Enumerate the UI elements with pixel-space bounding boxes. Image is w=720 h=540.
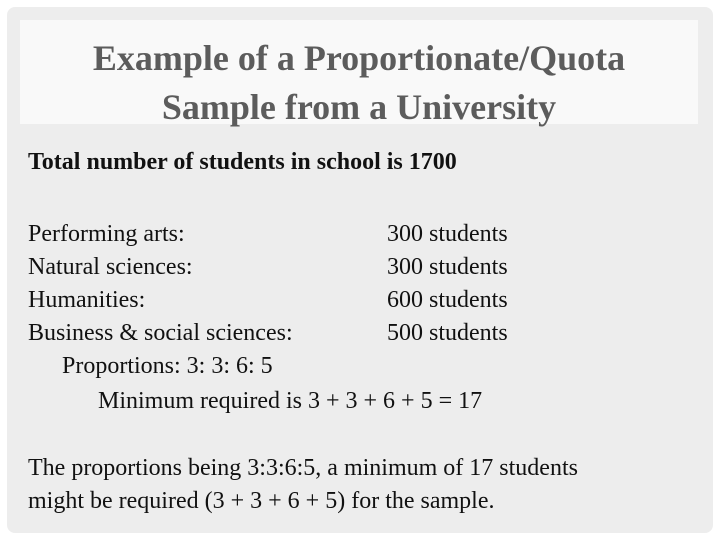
row-label-performing-arts: Performing arts: (28, 221, 185, 247)
conclusion-line-2: might be required (3 + 3 + 6 + 5) for the sample. (28, 488, 495, 514)
row-label-business: Business & social sciences: (28, 320, 293, 346)
total-students-text: Total number of students in school is 1700 (28, 149, 457, 175)
title-line-1: Example of a Proportionate/Quota (92, 38, 626, 78)
row-label-humanities: Humanities: (28, 287, 146, 313)
slide-title (20, 34, 698, 132)
row-value-business: 500 students (387, 320, 508, 346)
proportions-text: Proportions: 3: 3: 6: 5 (62, 353, 273, 379)
row-value-performing-arts: 300 students (387, 221, 508, 247)
row-label-natural-sciences: Natural sciences: (28, 254, 193, 280)
title-line-2: Sample from a University (161, 87, 557, 127)
row-value-humanities: 600 students (387, 287, 508, 313)
minimum-required-text: Minimum required is 3 + 3 + 6 + 5 = 17 (98, 388, 483, 414)
row-value-natural-sciences: 300 students (387, 254, 508, 280)
conclusion-line-1: The proportions being 3:3:6:5, a minimum of 17 students (28, 455, 578, 481)
